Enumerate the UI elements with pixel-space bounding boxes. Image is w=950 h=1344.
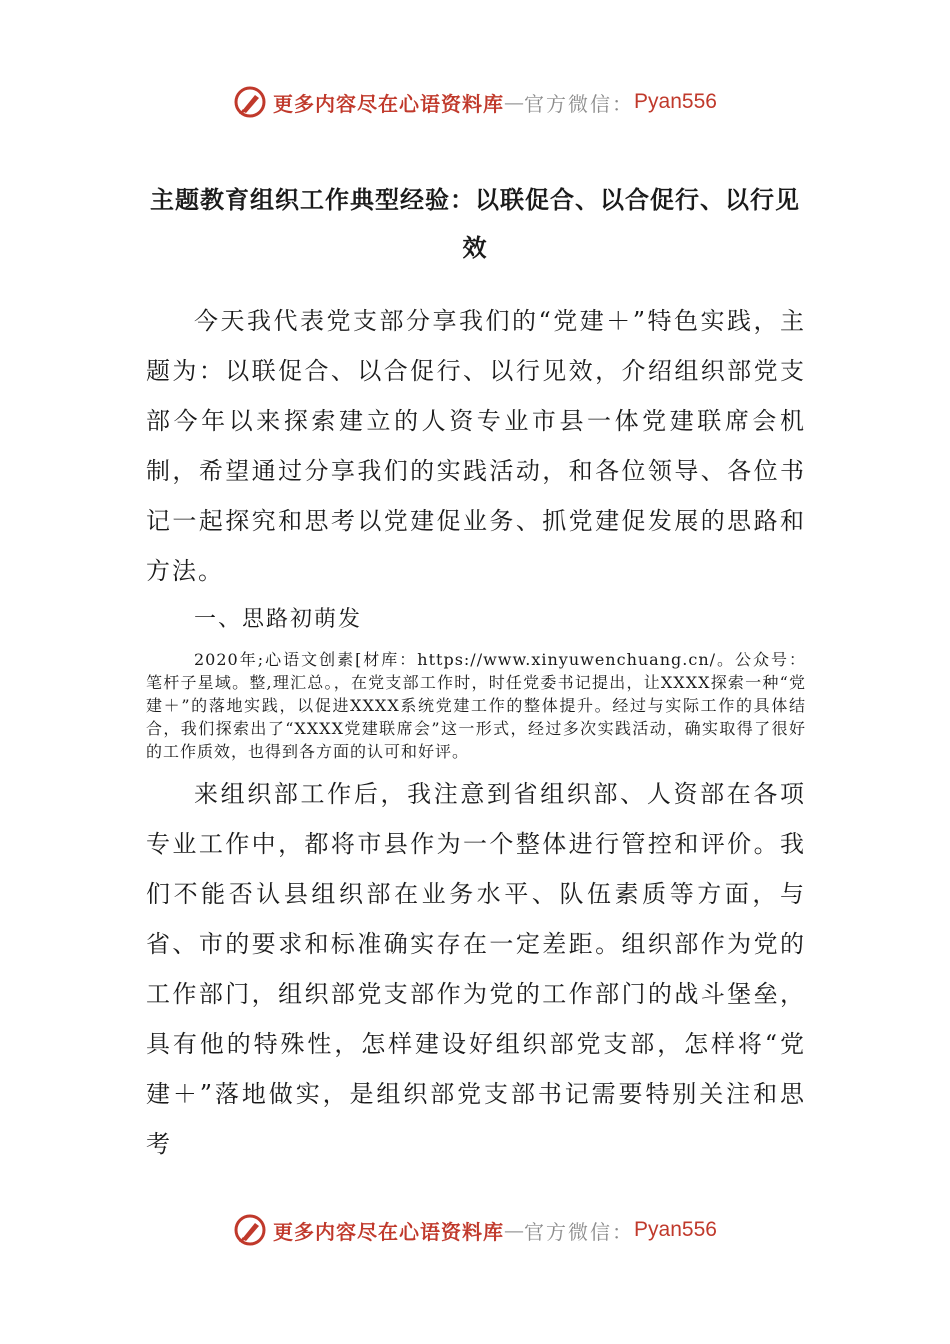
paragraph-intro: 今天我代表党支部分享我们的“党建＋”特色实践，主题为：以联促合、以合促行、以行见效，介绍组织部党支部今年以来探索建立的人资专业市县一体党建联席会机制，希望通过分享我们的实践活动，和各位领导、各位书记一起探究和思考以党建促业务、抓党建促发展的思路和方法。 — [146, 307, 806, 585]
watermark-wechat-id: Pyan556 — [634, 1218, 717, 1241]
watermark-footer — [0, 1210, 950, 1250]
document-body — [146, 296, 806, 1169]
paragraph-body: 来组织部工作后，我注意到省组织部、人资部在各项专业工作中，都将市县作为一个整体进行管控和评价。我们不能否认县组织部在业务水平、队伍素质等方面，与省、市的要求和标准确实存在一定差距。组织部作为党的工作部门，组织部党支部作为党的工作部门的战斗堡垒，具有他的特殊性，怎样建设好组织部党支部，怎样将“党建＋”落地做实，是组织部党支部书记需要特别关注和思考 — [146, 780, 806, 1158]
watermark-text: 更多内容尽在心语资料库 — [273, 1219, 505, 1244]
watermark-dash: — — [504, 90, 525, 114]
section-heading: 一、思路初萌发 — [194, 607, 363, 632]
watermark-wechat-id: Pyan556 — [634, 90, 717, 113]
watermark-header — [0, 82, 950, 122]
watermark-wechat-label: 官方微信： — [524, 91, 635, 116]
watermark-dash: — — [504, 1218, 525, 1242]
document-title: 主题教育组织工作典型经验：以联促合、以合促行、以行见效 — [150, 185, 800, 262]
watermark-wechat-label: 官方微信： — [524, 1219, 635, 1244]
watermark-text: 更多内容尽在心语资料库 — [273, 91, 505, 116]
pen-nib-circle-icon — [233, 85, 267, 119]
paragraph-note: 2020年;心语文创素[材库：https://www.xinyuwenchuang.cn/。公众号：笔杆子星域。整,理汇总。，在党支部工作时，时任党委书记提出，让XXXX探索一种“党建＋”的落地实践，以促进XXXX系统党建工作的整体提升。经过与实际工作的具体结合，我们探索出了“XXXX党建联席会”这一形式，经过多次实践活动，确实取得了很好的工作质效，也得到各方面的认可和好评。 — [146, 650, 806, 761]
pen-nib-circle-icon — [233, 1213, 267, 1247]
